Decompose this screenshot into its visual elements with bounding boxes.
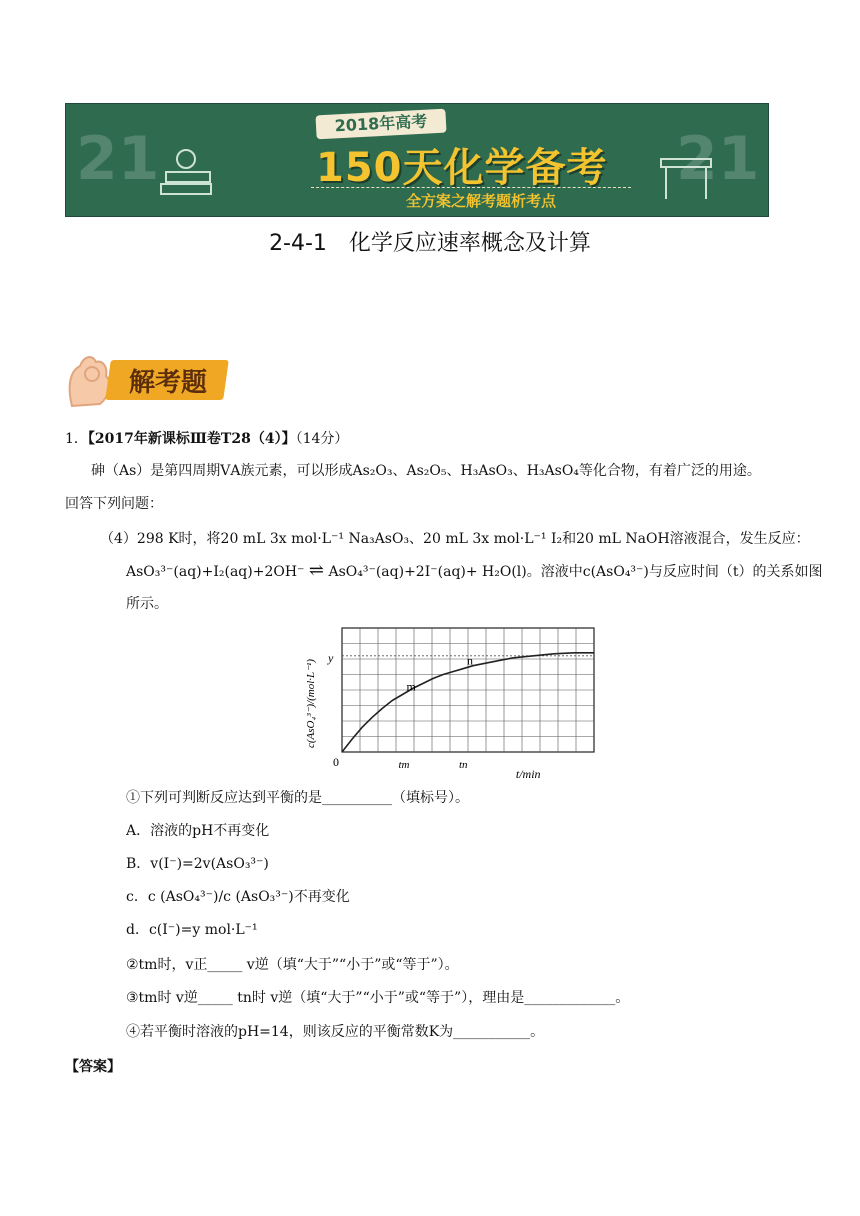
x-tick-label: tm <box>398 759 410 771</box>
banner-watermark-left: 21 <box>76 124 160 194</box>
option-d: d．c(I⁻)=y mol·L⁻¹ <box>126 922 258 938</box>
question-number: 1． <box>65 431 88 447</box>
banner-divider <box>311 187 631 188</box>
chart-grid <box>342 628 594 752</box>
concentration-time-chart <box>300 622 610 780</box>
equation-left: AsO₃³⁻(aq)+I₂(aq)+2OH⁻ <box>126 564 305 580</box>
banner-watermark-right: 21 <box>676 124 760 194</box>
sub-question-3: ③tm时 v逆_____ tn时 v逆（填“大于”“小于”或“等于”），理由是_____________。 <box>126 990 630 1006</box>
origin-label: 0 <box>333 755 339 769</box>
part4-line-1: （4）298 K时，将20 mL 3x mol·L⁻¹ Na₃AsO₃、20 mL 3x mol·L⁻¹ I₂和20 mL NaOH溶液混合，发生反应： <box>100 531 810 547</box>
point-label: m <box>406 679 416 694</box>
reaction-equation <box>126 561 823 582</box>
x-tick-label: tn <box>458 759 468 771</box>
sub-question-4: ④若平衡时溶液的pH=14，则该反应的平衡常数K为___________。 <box>126 1024 545 1040</box>
x-axis-label: t/min <box>515 767 541 780</box>
equilibrium-arrow-icon: ⇌ <box>308 560 324 581</box>
sub-question-1: ①下列可判断反应达到平衡的是__________（填标号）。 <box>126 790 469 806</box>
y-axis-label: c(AsO₄³⁻)/(mol·L⁻¹) <box>305 659 317 748</box>
question-source: 【2017年新课标Ⅲ卷T28（4）】 <box>87 431 296 447</box>
banner-subline: 全方案之解考题析考点 <box>405 192 556 210</box>
sub-question-2: ②tm时，v正_____ v逆（填“大于”“小于”或“等于”）。 <box>126 957 459 973</box>
doc-title: 2-4-1 化学反应速率概念及计算 <box>269 231 591 256</box>
intro-line-1: 砷（As）是第四周期ⅤA族元素，可以形成As₂O₃、As₂O₅、H₃AsO₃、H₃AsO₄等化合物，有着广泛的用途。 <box>91 463 761 479</box>
desk-icon <box>656 149 726 209</box>
answer-label: 【答案】 <box>65 1059 121 1075</box>
equation-right: AsO₄³⁻(aq)+2I⁻(aq)+ H₂O(l)。溶液中c(AsO₄³⁻)与反应时间（t）的关系如图 <box>328 564 823 580</box>
section-badge <box>62 346 228 412</box>
point-label: n <box>466 653 473 668</box>
book-stack-icon <box>156 144 226 214</box>
banner-year-tag: 2018年高考 <box>315 109 446 140</box>
intro-line-2: 回答下列问题： <box>65 496 163 512</box>
header-banner <box>65 103 769 217</box>
option-a: A．溶液的pH不再变化 <box>126 823 270 839</box>
question-points: （14分） <box>295 431 349 447</box>
part4-line-3: 所示。 <box>126 596 168 612</box>
banner-headline: 150天化学备考 <box>316 145 608 191</box>
option-c: c．c (AsO₄³⁻)/c (AsO₃³⁻)不再变化 <box>126 889 350 905</box>
y-tick-label: y <box>328 650 334 665</box>
badge-label: 解考题 <box>128 368 207 398</box>
question-heading <box>65 429 348 449</box>
option-b: B．v(I⁻)=2v(AsO₃³⁻) <box>126 856 269 872</box>
